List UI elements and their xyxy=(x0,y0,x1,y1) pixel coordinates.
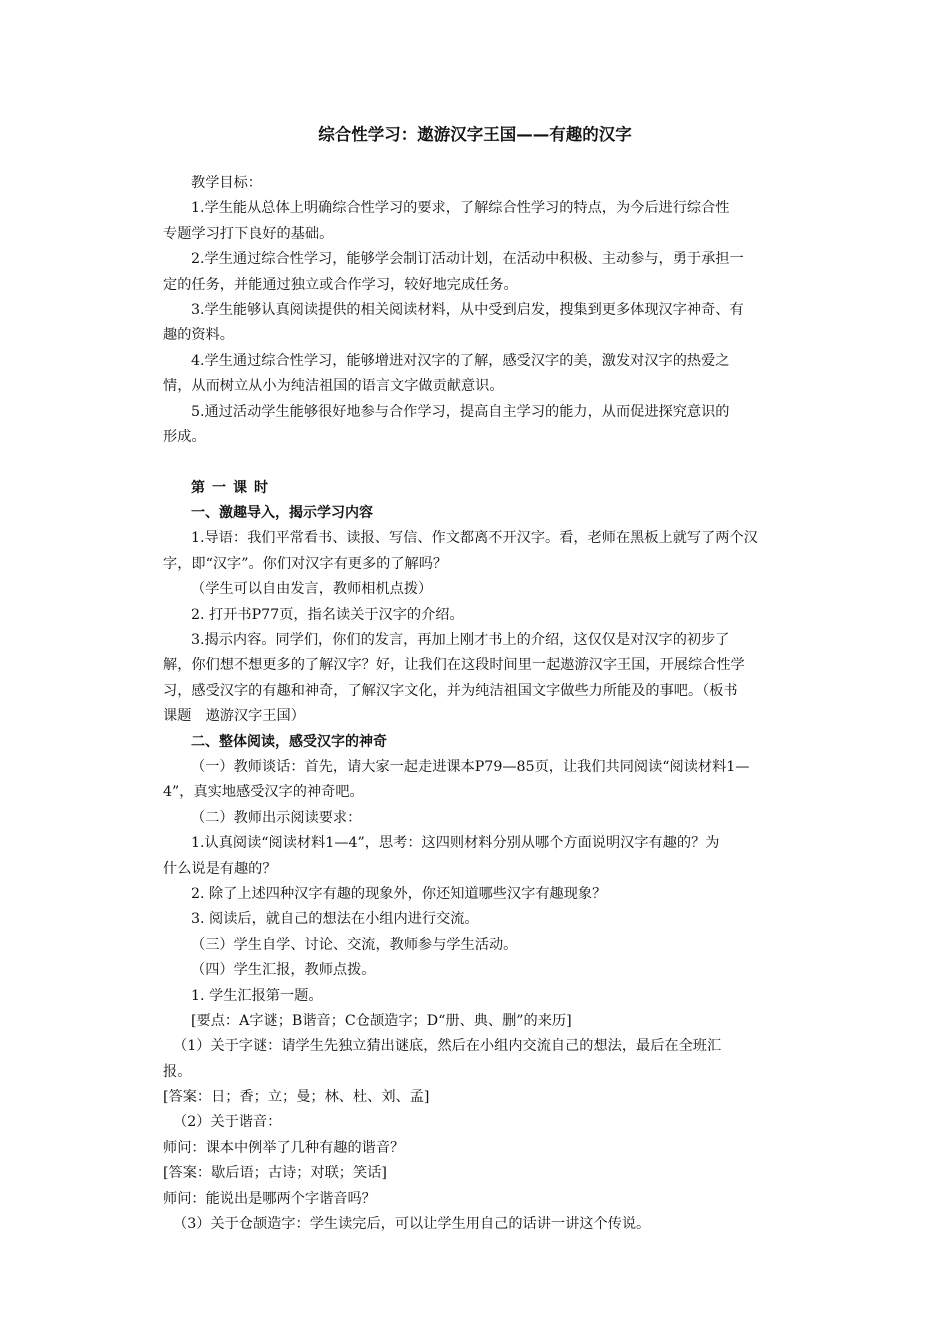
paragraph-line: 形成。 xyxy=(163,428,206,445)
paragraph-line: 趣的资料。 xyxy=(163,327,234,344)
paragraph-line: 1. 学生汇报第一题。 xyxy=(191,987,323,1004)
paragraph-line: （1）关于字谜：请学生先独立猜出谜底，然后在小组内交流自己的想法，最后在全班汇 xyxy=(173,1038,722,1055)
paragraph-line: 教学目标： xyxy=(191,175,262,191)
paragraph-line: 3. 阅读后，就自己的想法在小组内进行交流。 xyxy=(191,911,479,928)
blank-line xyxy=(163,450,796,475)
paragraph-line: （一）教师谈话：首先，请大家一起走进课本P79—85页，让我们共同阅读“阅读材料1— xyxy=(191,758,750,775)
paragraph-line: （四）学生汇报，教师点拨。 xyxy=(191,962,376,979)
paragraph-line: 字，即“汉字”。你们对汉字有更多的了解吗？ xyxy=(163,555,448,572)
paragraph-line: 4”，真实地感受汉字的神奇吧。 xyxy=(163,784,364,801)
paragraph-line: 师问：能说出是哪两个字谐音吗？ xyxy=(163,1190,376,1207)
paragraph-line: 课题 遨游汉字王国） xyxy=(163,708,305,725)
paragraph-line: 解，你们想不想更多的了解汉字？好，让我们在这段时间里一起遨游汉字王国，开展综合性学 xyxy=(163,657,745,674)
paragraph-line: 师问：课本中例举了几种有趣的谐音？ xyxy=(163,1139,405,1156)
paragraph-line: [答案：日；香；立；曼；林、杜、刘、孟] xyxy=(163,1089,430,1106)
paragraph-line: （二）教师出示阅读要求： xyxy=(191,809,362,826)
paragraph-line: （学生可以自由发言，教师相机点拨） xyxy=(191,581,433,598)
paragraph-line: 2. 打开书P77页，指名读关于汉字的介绍。 xyxy=(191,606,464,623)
paragraph-line: 5.通过活动学生能够很好地参与合作学习，提高自主学习的能力，从而促进探究意识的 xyxy=(191,403,730,420)
paragraph-line: [要点：A字谜；B谐音；C仓颉造字；D“册、典、删”的来历] xyxy=(191,1012,572,1029)
paragraph-line: 定的任务，并能通过独立或合作学习，较好地完成任务。 xyxy=(163,276,518,293)
paragraph-line: [答案：歇后语；古诗；对联；笑话] xyxy=(163,1165,387,1182)
paragraph-line: 3.揭示内容。同学们，你们的发言，再加上刚才书上的介绍，这仅仅是对汉字的初步了 xyxy=(191,632,730,649)
paragraph-line: 2. 除了上述四种汉字有趣的现象外，你还知道哪些汉字有趣现象？ xyxy=(191,885,607,902)
paragraph-line: （3）关于仓颉造字：学生读完后，可以让学生用自己的话讲一讲这个传说。 xyxy=(173,1216,651,1233)
paragraph-line: 4.学生通过综合性学习，能够增进对汉字的了解，感受汉字的美，激发对汉字的热爱之 xyxy=(191,352,730,369)
paragraph-line: （2）关于谐音： xyxy=(173,1114,282,1131)
section-heading: 二、整体阅读，感受汉字的神奇 xyxy=(191,733,387,750)
paragraph-line: 情，从而树立从小为纯洁祖国的语言文字做贡献意识。 xyxy=(163,378,504,395)
paragraph-line: 习，感受汉字的有趣和神奇，了解汉字文化，并为纯洁祖国文字做些力所能及的事吧。（板书 xyxy=(163,682,738,699)
paragraph-line: （三）学生自学、讨论、交流，教师参与学生活动。 xyxy=(191,936,518,953)
paragraph-line: 1.导语：我们平常看书、读报、写信、作文都离不开汉字。看，老师在黑板上就写了两个汉 xyxy=(191,530,758,547)
paragraph-line: 1.认真阅读“阅读材料1—4”，思考：这四则材料分别从哪个方面说明汉字有趣的？为 xyxy=(191,835,720,852)
page-title: 综合性学习：遨游汉字王国——有趣的汉字 xyxy=(318,125,632,144)
section-heading: 一、激趣导入，揭示学习内容 xyxy=(191,505,373,522)
paragraph-line: 什么说是有趣的？ xyxy=(163,860,277,877)
paragraph-line: 2.学生通过综合性学习，能够学会制订活动计划，在活动中积极、主动参与，勇于承担一 xyxy=(191,251,744,268)
paragraph-line: 1.学生能从总体上明确综合性学习的要求，了解综合性学习的特点，为今后进行综合性 xyxy=(191,200,730,217)
paragraph-line: 3.学生能够认真阅读提供的相关阅读材料，从中受到启发，搜集到更多体现汉字神奇、有 xyxy=(191,301,744,318)
section-heading: 第一课时 xyxy=(191,479,275,496)
paragraph-line: 专题学习打下良好的基础。 xyxy=(163,225,334,242)
paragraph-line: 报。 xyxy=(163,1063,192,1080)
document-body xyxy=(163,171,796,1237)
